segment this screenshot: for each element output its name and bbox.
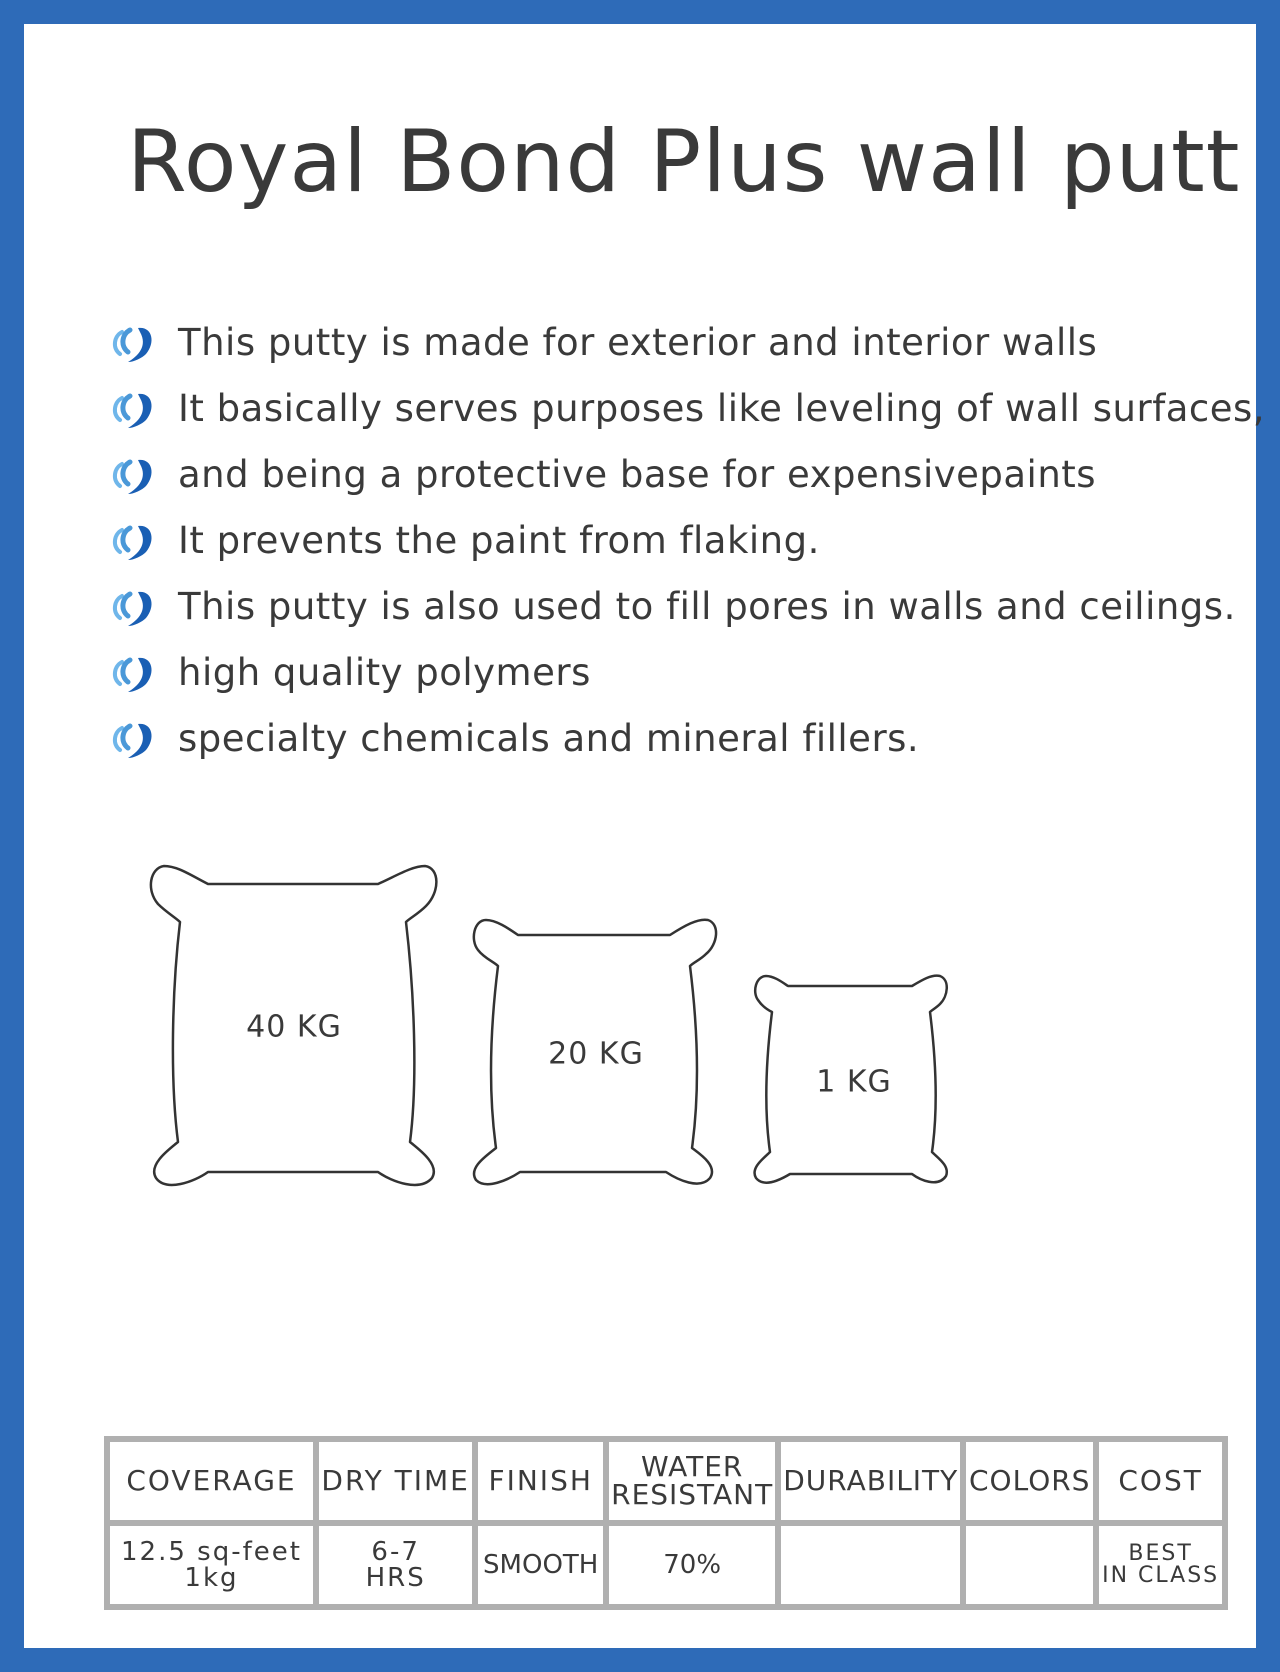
bag-1kg-label: 1 KG bbox=[816, 1064, 892, 1100]
table-row bbox=[107, 1523, 1225, 1607]
cell-cost bbox=[1096, 1523, 1225, 1607]
bullet-text: specialty chemicals and mineral fillers. bbox=[178, 716, 920, 760]
cell-finish: SMOOTH bbox=[475, 1523, 606, 1607]
header-cost: COST bbox=[1096, 1439, 1225, 1523]
header-colors: COLORS bbox=[963, 1439, 1096, 1523]
cell-coverage bbox=[107, 1523, 316, 1607]
table-header-row bbox=[107, 1439, 1225, 1523]
specs-table bbox=[104, 1436, 1228, 1610]
bullet-text: This putty is also used to fill pores in walls and ceilings. bbox=[178, 584, 1236, 628]
page-title: Royal Bond Plus wall putt bbox=[127, 112, 1241, 212]
header-water-line1: WATER bbox=[640, 1450, 744, 1483]
bullet-text: high quality polymers bbox=[178, 650, 591, 694]
bullet-text: It basically serves purposes like leveling of wall surfaces, bbox=[178, 386, 1266, 430]
header-finish: FINISH bbox=[475, 1439, 606, 1523]
bag-20kg-label: 20 KG bbox=[548, 1036, 644, 1072]
header-water-resistant bbox=[606, 1439, 778, 1523]
cell-durability bbox=[778, 1523, 963, 1607]
coverage-line2: 1kg bbox=[184, 1563, 239, 1593]
cost-line1: BEST bbox=[1128, 1541, 1193, 1566]
header-dry-time: DRY TIME bbox=[316, 1439, 475, 1523]
header-coverage: COVERAGE bbox=[107, 1439, 316, 1523]
cost-line2: IN CLASS bbox=[1102, 1563, 1220, 1588]
cell-colors bbox=[963, 1523, 1096, 1607]
header-water-line2: RESISTANT bbox=[611, 1478, 774, 1511]
bullet-text: and being a protective base for expensivepaints bbox=[178, 452, 1097, 496]
bag-illustrations bbox=[24, 24, 1256, 1648]
coverage-line1: 12.5 sq-feet bbox=[121, 1537, 302, 1567]
cell-dry-time bbox=[316, 1523, 475, 1607]
bullet-text: This putty is made for exterior and interior walls bbox=[178, 320, 1098, 364]
dry-time-line2: HRS bbox=[365, 1563, 426, 1593]
bag-40kg-label: 40 KG bbox=[246, 1009, 342, 1045]
bullet-text: It prevents the paint from flaking. bbox=[178, 518, 820, 562]
cell-water: 70% bbox=[606, 1523, 778, 1607]
header-durability: DURABILITY bbox=[778, 1439, 963, 1523]
dry-time-line1: 6-7 bbox=[371, 1537, 420, 1567]
